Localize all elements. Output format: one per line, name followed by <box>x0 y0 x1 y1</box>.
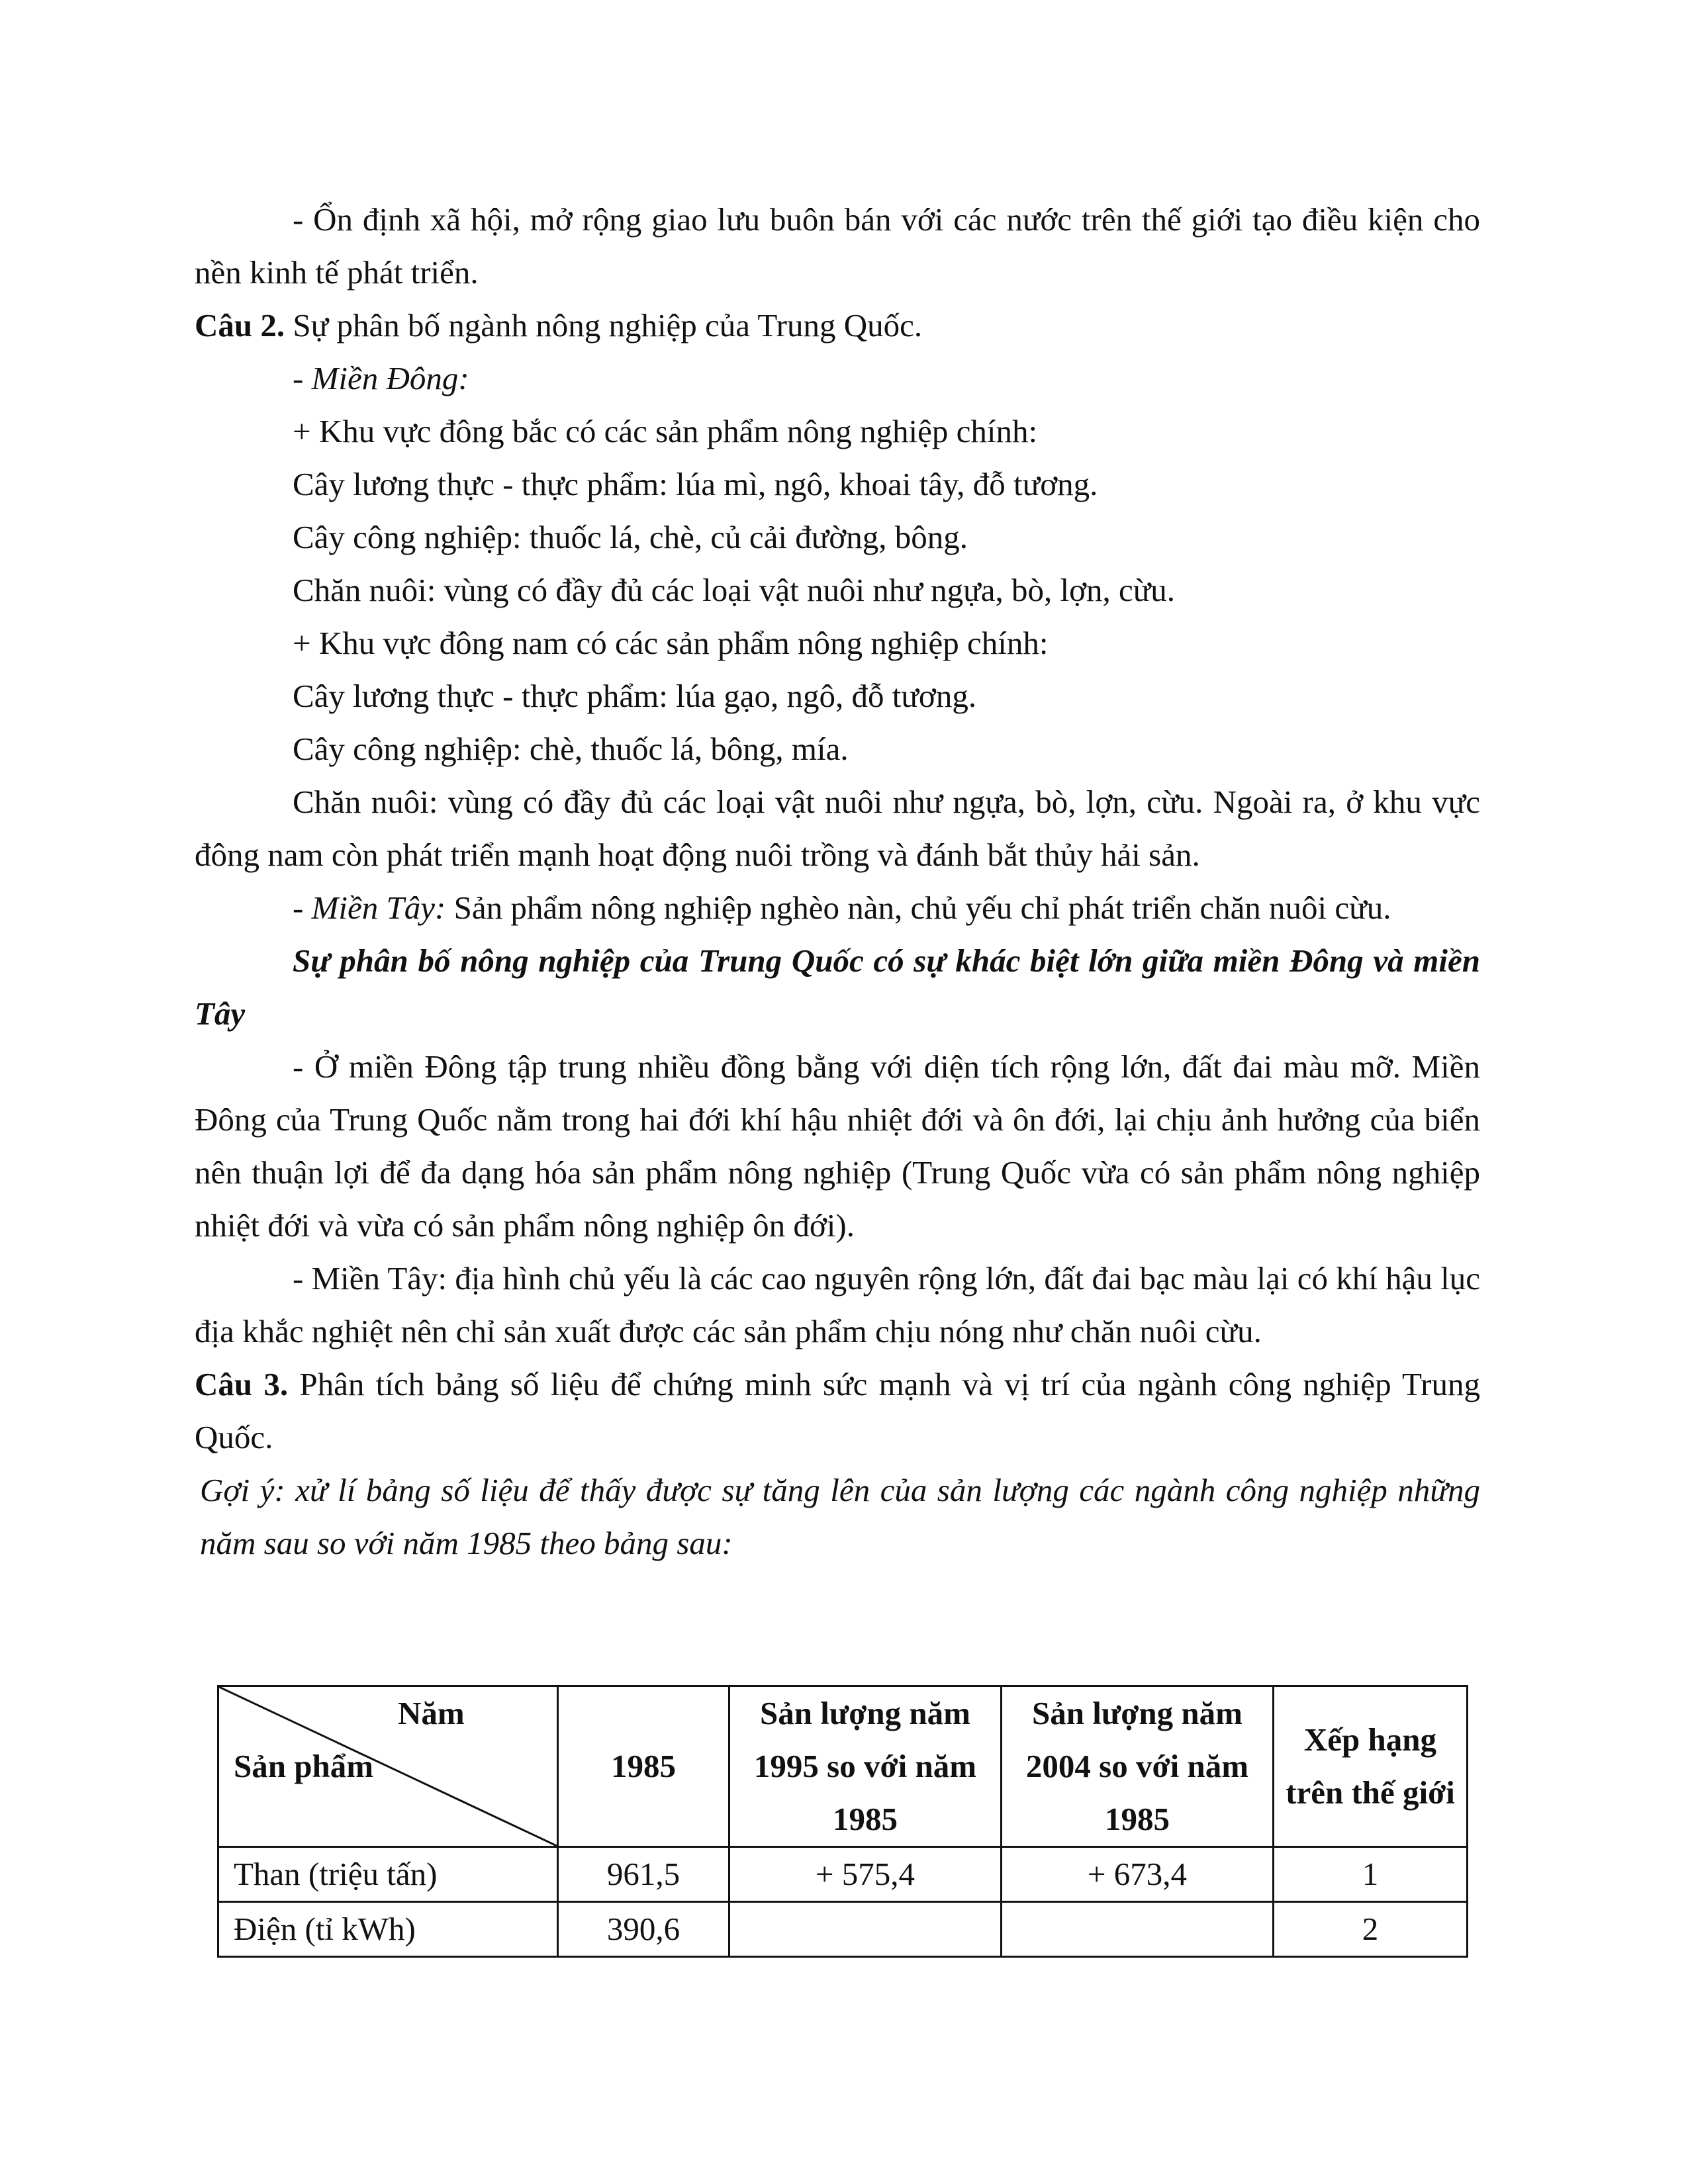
rank-cell: 1 <box>1274 1847 1468 1902</box>
value-2004-cell <box>1002 1902 1274 1957</box>
west-label: - Miền Tây: <box>293 889 446 926</box>
header-2004: Sản lượng năm 2004 so với năm 1985 <box>1002 1686 1274 1847</box>
header-rank: Xếp hạng trên thế giới <box>1274 1686 1468 1847</box>
west-explanation: - Miền Tây: địa hình chủ yếu là các cao nguyên rộng lớn, đất đai bạc màu lại có khí hậu lục địa khắc nghiệt nên chỉ sản xuất được các sản phẩm chịu nóng như chăn nuôi cừu. <box>195 1260 1480 1349</box>
paragraph-economy: - Ổn định xã hội, mở rộng giao lưu buôn bán với các nước trên thế giới tạo điều kiện cho nền kinh tế phát triển. <box>195 201 1480 291</box>
product-cell: Than (triệu tấn) <box>218 1847 558 1902</box>
question-2-label: Câu 2. <box>195 307 285 343</box>
west-text: Sản phẩm nông nghiệp nghèo nàn, chủ yếu chỉ phát triển chăn nuôi cừu. <box>445 889 1391 926</box>
rank-cell: 2 <box>1274 1902 1468 1957</box>
table-row <box>218 1847 1468 1902</box>
east-explanation: - Ở miền Đông tập trung nhiều đồng bằng với diện tích rộng lớn, đất đai màu mỡ. Miền Đông của Trung Quốc nằm trong hai đới khí hậu nhiệt đới và ôn đới, lại chịu ảnh hưởng của biển nên thuận lợi để đa dạng hóa sản phẩm nông nghiệp (Trung Quốc vừa có sản phẩm nông nghiệp nhiệt đới và vừa có sản phẩm nông nghiệp ôn đới). <box>195 1048 1480 1244</box>
west-summary <box>195 882 1480 934</box>
southeast-livestock: Chăn nuôi: vùng có đầy đủ các loại vật nuôi như ngựa, bò, lợn, cừu. Ngoài ra, ở khu vực đông nam còn phát triển mạnh hoạt động nuôi trồng và đánh bắt thủy hải sản. <box>195 784 1480 873</box>
question-3-text: Phân tích bảng số liệu để chứng minh sức mạnh và vị trí của ngành công nghiệp Trung Quốc. <box>195 1366 1480 1455</box>
difference-heading: Sự phân bố nông nghiệp của Trung Quốc có sự khác biệt lớn giữa miền Đông và miền Tây <box>195 942 1480 1032</box>
value-1985-cell: 390,6 <box>558 1902 729 1957</box>
southeast-food-crops: Cây lương thực - thực phẩm: lúa gạo, ngô, đỗ tương. <box>293 678 977 714</box>
header-1995: Sản lượng năm 1995 so với năm 1985 <box>729 1686 1002 1847</box>
diagonal-header-cell <box>218 1686 558 1847</box>
southeast-intro: + Khu vực đông nam có các sản phẩm nông nghiệp chính: <box>293 625 1049 661</box>
value-1995-cell: + 575,4 <box>729 1847 1002 1902</box>
northeast-livestock: Chăn nuôi: vùng có đầy đủ các loại vật nuôi như ngựa, bò, lợn, cừu. <box>293 572 1176 608</box>
question-2-text: Sự phân bố ngành nông nghiệp của Trung Quốc. <box>285 307 923 343</box>
value-1985-cell: 961,5 <box>558 1847 729 1902</box>
question-3 <box>195 1358 1480 1464</box>
header-product-label: Sản phẩm <box>234 1748 374 1784</box>
value-2004-cell: + 673,4 <box>1002 1847 1274 1902</box>
northeast-intro: + Khu vực đông bắc có các sản phẩm nông nghiệp chính: <box>293 413 1038 449</box>
document-body <box>195 193 1480 1570</box>
industry-table <box>217 1685 1468 1958</box>
header-year-label: Năm <box>398 1695 465 1731</box>
table-header-row <box>218 1686 1468 1847</box>
hint: Gợi ý: xử lí bảng số liệu để thấy được sự tăng lên của sản lượng các ngành công nghiệp những năm sau so với năm 1985 theo bảng sau: <box>200 1472 1480 1561</box>
northeast-food-crops: Cây lương thực - thực phẩm: lúa mì, ngô, khoai tây, đỗ tương. <box>293 466 1098 502</box>
question-3-label: Câu 3. <box>195 1366 289 1402</box>
table-row <box>218 1902 1468 1957</box>
question-2 <box>195 299 1480 352</box>
header-1985: 1985 <box>558 1686 729 1847</box>
east-heading: - Miền Đông: <box>293 360 469 396</box>
northeast-industrial-crops: Cây công nghiệp: thuốc lá, chè, củ cải đường, bông. <box>293 519 968 555</box>
southeast-industrial-crops: Cây công nghiệp: chè, thuốc lá, bông, mía. <box>293 731 849 767</box>
value-1995-cell <box>729 1902 1002 1957</box>
product-cell: Điện (tỉ kWh) <box>218 1902 558 1957</box>
